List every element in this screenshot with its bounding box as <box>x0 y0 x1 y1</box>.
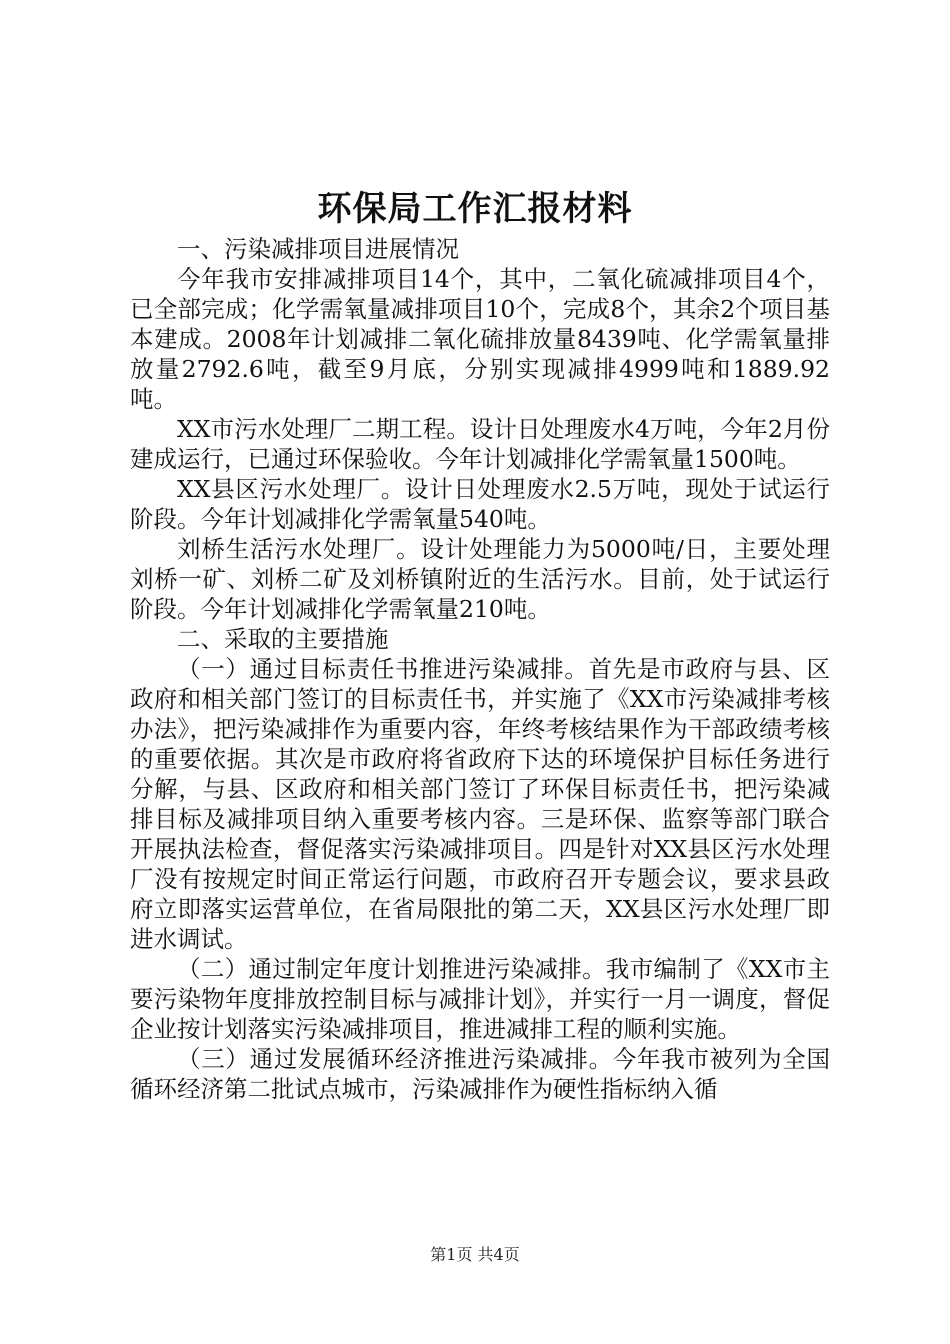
paragraph: （一）通过目标责任书推进污染减排。首先是市政府与县、区政府和相关部门签订的目标责任书，并实施了《XX市污染减排考核办法》，把污染减排作为重要内容，年终考核结果作为干部政绩考核的重要依据。其次是市政府将省政府下达的环境保护目标任务进行分解，与县、区政府和相关部门签订了环保目标责任书，把污染减排目标及减排项目纳入重要考核内容。三是环保、监察等部门联合开展执法检查，督促落实污染减排项目。四是针对XX县区污水处理厂没有按规定时间正常运行问题，市政府召开专题会议，要求县政府立即落实运营单位，在省局限批的第二天，XX县区污水处理厂即进水调试。 <box>130 655 830 953</box>
section-heading-2: 二、采取的主要措施 <box>177 625 389 653</box>
paragraph: （二）通过制定年度计划推进污染减排。我市编制了《XX市主要污染物年度排放控制目标与减排计划》，并实行一月一调度，督促企业按计划落实污染减排项目，推进减排工程的顺利实施。 <box>130 955 830 1043</box>
document-title: 环保局工作汇报材料 <box>317 189 633 229</box>
section-heading-1: 一、污染减排项目进展情况 <box>177 235 459 263</box>
paragraph: 刘桥生活污水处理厂。设计处理能力为5000吨/日，主要处理刘桥一矿、刘桥二矿及刘桥镇附近的生活污水。目前，处于试运行阶段。今年计划减排化学需氧量210吨。 <box>130 535 830 623</box>
paragraph: 今年我市安排减排项目14个，其中，二氧化硫减排项目4个，已全部完成；化学需氧量减排项目10个，完成8个，其余2个项目基本建成。2008年计划减排二氧化硫排放量8439吨、化学需氧量排放量2792.6吨，截至9月底，分别实现减排4999吨和1889.92吨。 <box>130 265 830 413</box>
paragraph: XX县区污水处理厂。设计日处理废水2.5万吨，现处于试运行阶段。今年计划减排化学需氧量540吨。 <box>130 475 830 533</box>
paragraph: XX市污水处理厂二期工程。设计日处理废水4万吨，今年2月份建成运行，已通过环保验收。今年计划减排化学需氧量1500吨。 <box>130 415 830 473</box>
paragraph: （三）通过发展循环经济推进污染减排。今年我市被列为全国循环经济第二批试点城市，污染减排作为硬性指标纳入循 <box>130 1045 830 1103</box>
page-number-footer: 第1页 共4页 <box>430 1245 520 1264</box>
document-body <box>130 234 830 1104</box>
